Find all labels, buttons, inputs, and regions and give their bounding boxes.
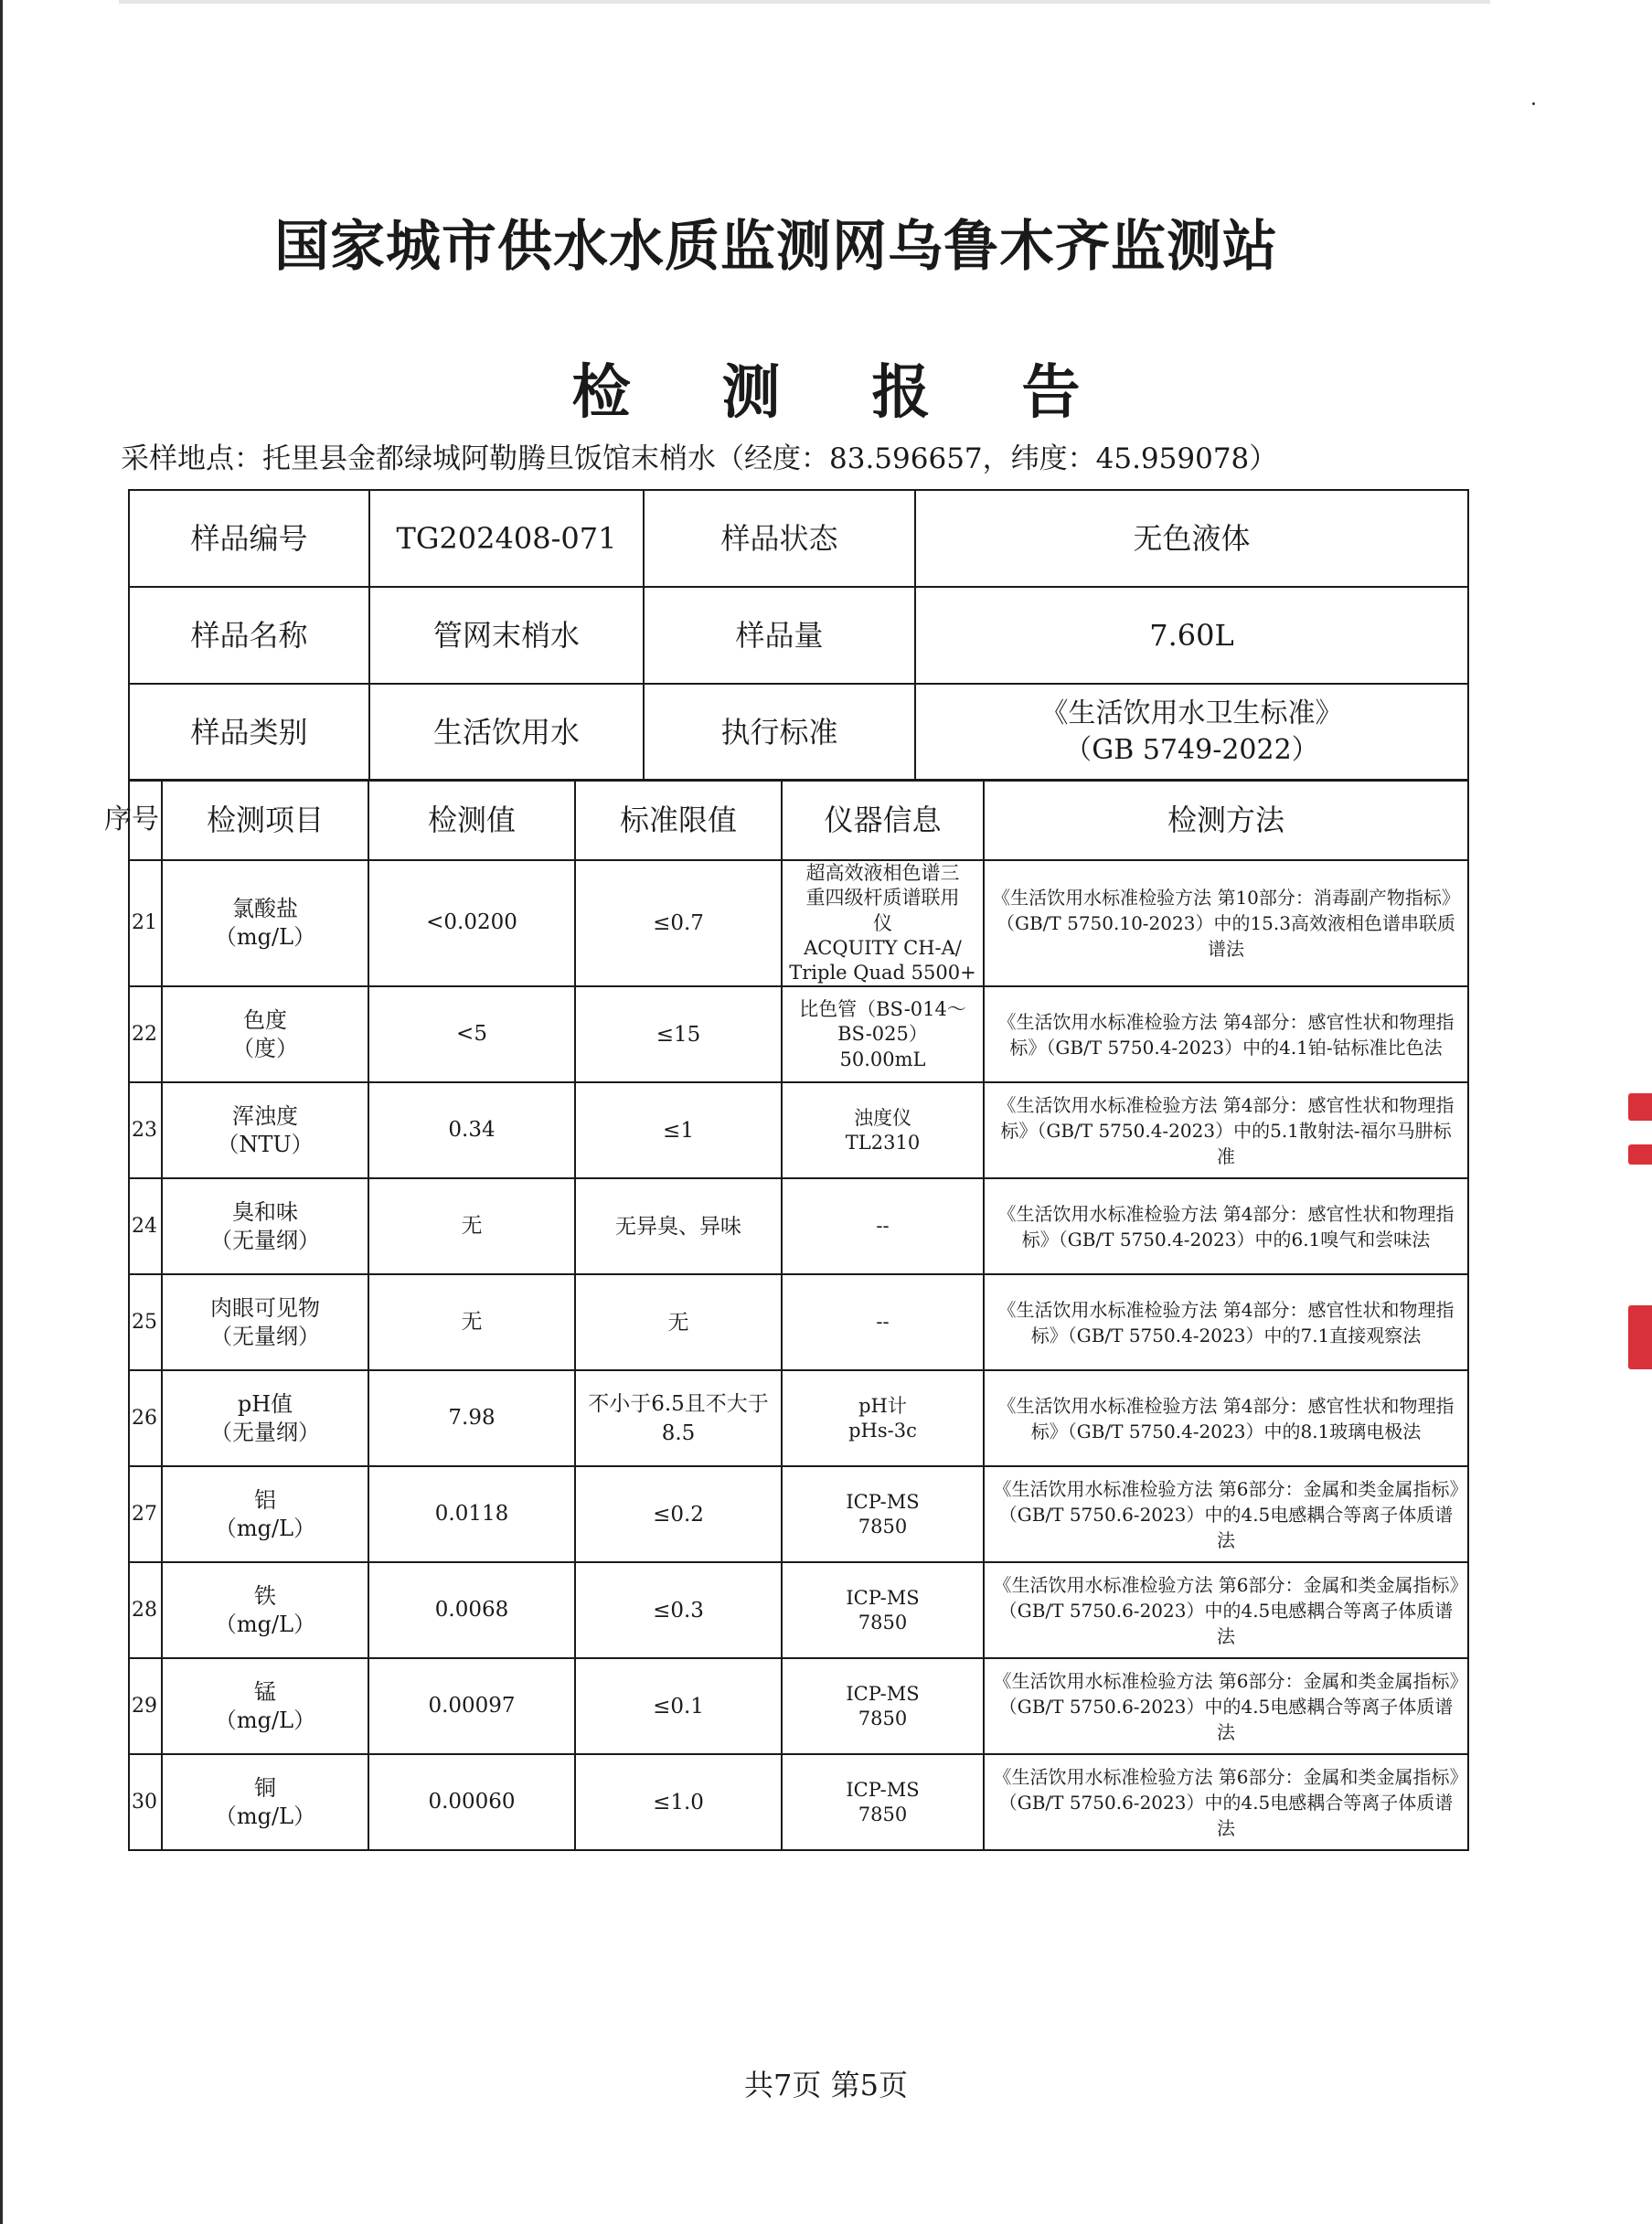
instrument-info [782, 1274, 984, 1370]
table-row [129, 860, 1468, 986]
test-item-name: pH值 [237, 1390, 293, 1417]
test-item [162, 1754, 368, 1850]
header-limit: 标准限值 [575, 780, 782, 860]
test-value: 0.00097 [368, 1658, 575, 1754]
test-item-name: 铜 [254, 1774, 276, 1801]
instrument-line: BS-025） [837, 1023, 928, 1046]
test-item [162, 1658, 368, 1754]
test-method: 《生活饮用水标准检验方法 第6部分：金属和类金属指标》（GB/T 5750.6-2023）中的4.5电感耦合等离子体质谱法 [984, 1658, 1468, 1754]
standard-limit: 无异臭、异味 [575, 1178, 782, 1274]
row-number: 28 [129, 1562, 162, 1658]
test-item [162, 1466, 368, 1562]
instrument-info [782, 1082, 984, 1178]
test-value: 0.34 [368, 1082, 575, 1178]
sample-state-label: 样品状态 [644, 490, 915, 587]
results-table [104, 779, 1469, 1851]
info-row [129, 684, 1468, 781]
standard-limit: ≤1 [575, 1082, 782, 1178]
test-item-unit: （mg/L） [214, 1515, 316, 1541]
table-row [129, 1658, 1468, 1754]
red-stamp-edge [1628, 1093, 1652, 1121]
test-method: 《生活饮用水标准检验方法 第4部分：感官性状和物理指标》（GB/T 5750.4-2023）中的8.1玻璃电极法 [984, 1370, 1468, 1466]
test-item-name: 肉眼可见物 [210, 1294, 320, 1321]
instrument-line: pH计 [858, 1394, 907, 1417]
standard-limit: ≤0.1 [575, 1658, 782, 1754]
table-row [129, 1274, 1468, 1370]
instrument-info [782, 986, 984, 1082]
test-item-unit: （无量纲） [210, 1323, 320, 1349]
test-item [162, 860, 368, 986]
scan-dust [1532, 102, 1535, 105]
row-number: 25 [129, 1274, 162, 1370]
instrument-line: 7850 [858, 1611, 908, 1633]
test-item-name: 色度 [243, 1006, 287, 1033]
test-item-unit: （mg/L） [214, 1707, 316, 1733]
sample-info-table [128, 489, 1469, 782]
test-method: 《生活饮用水标准检验方法 第6部分：金属和类金属指标》（GB/T 5750.6-2023）中的4.5电感耦合等离子体质谱法 [984, 1466, 1468, 1562]
standard-code: （GB 5749-2022） [1064, 734, 1319, 766]
sample-category-label: 样品类别 [129, 684, 369, 781]
test-method: 《生活饮用水标准检验方法 第4部分：感官性状和物理指标》（GB/T 5750.4-2023）中的4.1铂-钴标准比色法 [984, 986, 1468, 1082]
test-item-unit: （无量纲） [210, 1419, 320, 1445]
header-method: 检测方法 [984, 780, 1468, 860]
header-instrument: 仪器信息 [782, 780, 984, 860]
standard-limit: 无 [575, 1274, 782, 1370]
instrument-line: -- [876, 1311, 890, 1334]
test-value: 7.98 [368, 1370, 575, 1466]
instrument-info [782, 1562, 984, 1658]
standard-label: 执行标准 [644, 684, 915, 781]
test-value: <0.0200 [368, 860, 575, 986]
table-row [129, 1562, 1468, 1658]
test-method: 《生活饮用水标准检验方法 第6部分：金属和类金属指标》（GB/T 5750.6-2023）中的4.5电感耦合等离子体质谱法 [984, 1562, 1468, 1658]
table-row [129, 1754, 1468, 1850]
row-number: 24 [129, 1178, 162, 1274]
instrument-line: 超高效液相色谱三 [805, 862, 960, 884]
standard-limit: 不小于6.5且不大于8.5 [575, 1370, 782, 1466]
table-row [129, 1370, 1468, 1466]
instrument-line: 7850 [858, 1803, 908, 1825]
instrument-info [782, 1754, 984, 1850]
test-value: 0.00060 [368, 1754, 575, 1850]
table-row [129, 1466, 1468, 1562]
page-number: 共7页 第5页 [744, 2068, 908, 2102]
instrument-line: 浊度仪 [854, 1106, 911, 1129]
standard-limit: ≤15 [575, 986, 782, 1082]
table-row [129, 1082, 1468, 1178]
instrument-line: 比色管（BS-014～ [799, 998, 966, 1021]
header-item: 检测项目 [162, 780, 368, 860]
sample-quantity-label: 样品量 [644, 587, 915, 684]
row-number: 23 [129, 1082, 162, 1178]
test-item-unit: （无量纲） [210, 1227, 320, 1253]
standard-limit: ≤0.3 [575, 1562, 782, 1658]
instrument-line: ACQUITY CH-A/ [804, 936, 962, 959]
instrument-info [782, 1658, 984, 1754]
standard-value [915, 684, 1468, 781]
test-method: 《生活饮用水标准检验方法 第4部分：感官性状和物理指标》（GB/T 5750.4-2023）中的7.1直接观察法 [984, 1274, 1468, 1370]
instrument-line: 50.00mL [839, 1048, 926, 1070]
test-item-name: 臭和味 [232, 1198, 298, 1225]
sample-state-value: 无色液体 [915, 490, 1468, 587]
test-item-name: 锰 [254, 1678, 276, 1705]
test-item [162, 1082, 368, 1178]
test-item [162, 1178, 368, 1274]
instrument-line: -- [876, 1215, 890, 1238]
test-item [162, 986, 368, 1082]
instrument-info [782, 860, 984, 986]
instrument-line: ICP-MS [846, 1778, 920, 1801]
standard-name: 《生活饮用水卫生标准》 [1040, 697, 1343, 729]
test-item [162, 1274, 368, 1370]
instrument-line: ICP-MS [846, 1682, 920, 1705]
test-value: 0.0068 [368, 1562, 575, 1658]
instrument-line: ICP-MS [846, 1490, 920, 1513]
sample-category-value: 生活饮用水 [369, 684, 644, 781]
test-item-name: 浑浊度 [232, 1102, 298, 1129]
test-item-unit: （mg/L） [214, 1803, 316, 1829]
test-item-unit: （NTU） [217, 1131, 314, 1157]
instrument-line: pHs-3c [848, 1419, 917, 1442]
results-body [129, 860, 1468, 1850]
test-method: 《生活饮用水标准检验方法 第4部分：感官性状和物理指标》（GB/T 5750.4-2023）中的6.1嗅气和尝味法 [984, 1178, 1468, 1274]
standard-limit: ≤0.7 [575, 860, 782, 986]
test-method: 《生活饮用水标准检验方法 第10部分：消毒副产物指标》（GB/T 5750.10-2023）中的15.3高效液相色谱串联质谱法 [984, 860, 1468, 986]
test-value: 无 [368, 1274, 575, 1370]
sampling-location: 采样地点：托里县金都绿城阿勒腾旦饭馆末梢水（经度：83.596657，纬度：45.959078） [121, 442, 1278, 475]
test-item-name: 铝 [254, 1486, 276, 1513]
standard-limit: ≤1.0 [575, 1754, 782, 1850]
info-row [129, 490, 1468, 587]
test-value: 无 [368, 1178, 575, 1274]
row-number: 22 [129, 986, 162, 1082]
instrument-line: ICP-MS [846, 1586, 920, 1609]
results-header-row [129, 780, 1468, 860]
test-item-name: 铁 [254, 1582, 276, 1609]
sample-name-label: 样品名称 [129, 587, 369, 684]
instrument-line: 7850 [858, 1515, 908, 1538]
instrument-info [782, 1466, 984, 1562]
report-title: 检测报告 [571, 359, 1172, 427]
info-row [129, 587, 1468, 684]
row-number: 21 [129, 860, 162, 986]
scan-edge [0, 0, 3, 2224]
red-stamp-edge [1628, 1305, 1652, 1369]
test-value: <5 [368, 986, 575, 1082]
header-value: 检测值 [368, 780, 575, 860]
test-item [162, 1370, 368, 1466]
row-number: 30 [129, 1754, 162, 1850]
instrument-line: 7850 [858, 1707, 908, 1729]
red-stamp-edge [1628, 1144, 1652, 1165]
row-number: 29 [129, 1658, 162, 1754]
sample-quantity-value: 7.60L [915, 587, 1468, 684]
test-item-unit: （度） [232, 1035, 298, 1061]
header-no: 序号 [129, 780, 162, 860]
test-item-name: 氯酸盐 [232, 896, 298, 922]
instrument-line: TL2310 [845, 1131, 921, 1154]
table-row [129, 986, 1468, 1082]
instrument-line: 仪 [873, 911, 892, 934]
scan-edge-top [119, 0, 1490, 4]
instrument-info [782, 1178, 984, 1274]
sample-id-value: TG202408-071 [369, 490, 644, 587]
organization-title: 国家城市供水水质监测网乌鲁木齐监测站 [274, 215, 1278, 279]
table-row [129, 1178, 1468, 1274]
instrument-info [782, 1370, 984, 1466]
test-value: 0.0118 [368, 1466, 575, 1562]
test-method: 《生活饮用水标准检验方法 第4部分：感官性状和物理指标》（GB/T 5750.4-2023）中的5.1散射法-福尔马肼标准 [984, 1082, 1468, 1178]
test-item [162, 1562, 368, 1658]
test-item-unit: （mg/L） [214, 924, 316, 951]
row-number: 26 [129, 1370, 162, 1466]
test-item-unit: （mg/L） [214, 1611, 316, 1637]
instrument-line: Triple Quad 5500+ [789, 962, 976, 984]
sample-id-label: 样品编号 [129, 490, 369, 587]
instrument-line: 重四级杆质谱联用 [805, 887, 960, 910]
sample-name-value: 管网末梢水 [369, 587, 644, 684]
standard-limit: ≤0.2 [575, 1466, 782, 1562]
test-method: 《生活饮用水标准检验方法 第6部分：金属和类金属指标》（GB/T 5750.6-2023）中的4.5电感耦合等离子体质谱法 [984, 1754, 1468, 1850]
row-number: 27 [129, 1466, 162, 1562]
